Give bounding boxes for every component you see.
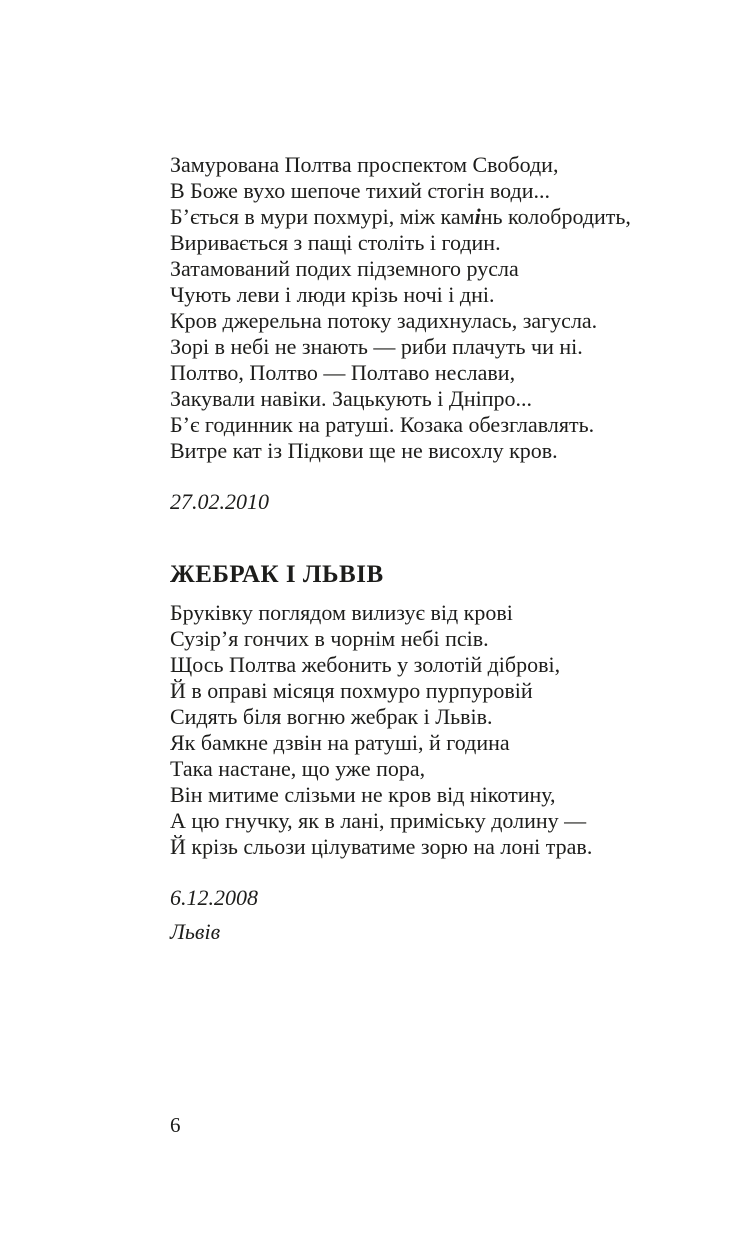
- poem-line: Така настане, що уже пора,: [170, 756, 426, 781]
- poem-line: Витре кат із Підкови ще не висохлу кров.: [170, 438, 558, 463]
- poem-line: Й в оправі місяця похмуро пурпуровій: [170, 678, 533, 703]
- poem-line: А цю гнучку, як в лані, приміську долину —: [170, 808, 587, 833]
- poem-line: Полтво, Полтво — Полтаво неслави,: [170, 360, 516, 385]
- poem-line: Сузір’я гончих в чорнім небі псів.: [170, 626, 489, 651]
- poem-line: Сидять біля вогню жебрак і Львів.: [170, 704, 493, 729]
- poem-line: Закували навіки. Зацькують і Дніпро...: [170, 386, 533, 411]
- poem-line: Як бамкне дзвін на ратуші, й година: [170, 730, 510, 755]
- poem-line-segment: Б’ється в мури похмурі, між кам: [170, 204, 475, 229]
- poem-line: Щось Полтва жебонить у золотій діброві,: [170, 652, 561, 677]
- poem-line-segment: нь колобродить,: [480, 204, 631, 229]
- poem-line: Зорі в небі не знають — риби плачуть чи ні.: [170, 334, 583, 359]
- poem-line: В Боже вухо шепоче тихий стогін води...: [170, 178, 550, 203]
- poem-line: Б’є годинник на ратуші. Козака обезглавлять.: [170, 412, 595, 437]
- page-content: [170, 152, 710, 945]
- poem-line: Бруківку поглядом вилизує від крові: [170, 600, 513, 625]
- poem-zhebrak-i-lviv: [170, 600, 710, 860]
- poem2-title: ЖЕБРАК І ЛЬВІВ: [170, 561, 384, 588]
- poem2-place: Львів: [170, 919, 221, 944]
- poem2-date: 6.12.2008: [170, 885, 258, 910]
- page-number: 6: [170, 1113, 181, 1137]
- poem-line: Він митиме слізьми не кров від нікотину,: [170, 782, 556, 807]
- poem-line: Чують леви і люди крізь ночі і дні.: [170, 282, 495, 307]
- poem-line: Й крізь сльози цілуватиме зорю на лоні трав.: [170, 834, 593, 859]
- poem-line: Виривається з пащі століть і годин.: [170, 230, 501, 255]
- poem1-date: 27.02.2010: [170, 489, 269, 514]
- accented-letter: і: [474, 204, 481, 229]
- poem-line: Кров джерельна потоку задихнулась, загусла.: [170, 308, 598, 333]
- poem-line: [170, 204, 710, 230]
- poem-line: Замурована Полтва проспектом Свободи,: [170, 152, 559, 177]
- poem-polтva: [170, 152, 710, 464]
- poem-line: Затамований подих підземного русла: [170, 256, 519, 281]
